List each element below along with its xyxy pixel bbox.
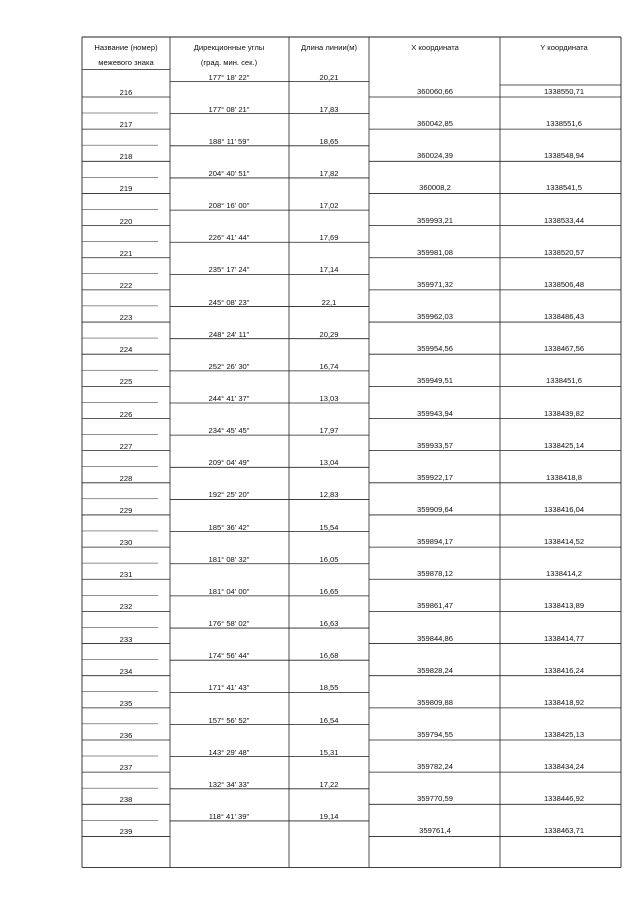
point-name-cell: 231	[119, 570, 133, 580]
point-name-cell: 220	[119, 216, 133, 226]
direction-angle-cell: 181° 04' 00"	[208, 586, 250, 596]
point-name-cell: 221	[119, 248, 133, 258]
y-coordinate-cell: 1338506,48	[543, 279, 585, 289]
line-length-cell: 20,29	[319, 329, 339, 339]
line-length-cell: 16,05	[319, 554, 339, 564]
direction-angle-cell: 118° 41' 39"	[208, 811, 250, 821]
line-length-cell: 16,54	[319, 715, 339, 725]
direction-angle-cell: 248° 24' 11"	[208, 329, 250, 339]
x-coordinate-cell: 360060,66	[417, 87, 453, 96]
point-name-cell: 226	[119, 409, 133, 419]
point-name-cell: 233	[119, 634, 133, 644]
line-length-cell: 18,65	[319, 136, 339, 146]
line-length-cell: 17,83	[319, 104, 339, 114]
x-coordinate-cell: 360042,85	[417, 119, 453, 129]
y-coordinate-cell: 1338451,6	[546, 376, 582, 386]
direction-angle-cell: 209° 04' 49"	[208, 458, 250, 468]
point-name-cell: 227	[119, 441, 133, 451]
line-length-cell: 13,03	[319, 394, 339, 403]
x-coordinate-cell: 359922,17	[417, 472, 453, 482]
line-length-cell: 18,55	[319, 683, 339, 693]
y-coordinate-cell: 1338414,52	[543, 537, 585, 547]
y-coordinate-cell: 1338446,92	[543, 794, 585, 804]
line-length-cell: 17,02	[319, 201, 339, 211]
y-coordinate-cell: 1338463,71	[543, 826, 585, 836]
direction-angle-cell: 188° 11' 59"	[208, 136, 250, 146]
y-coordinate-cell: 1338425,13	[543, 730, 585, 739]
y-coordinate-cell: 1338548,94	[543, 151, 585, 161]
y-coordinate-cell: 1338425,14	[543, 440, 585, 450]
x-coordinate-cell: 359761,4	[419, 826, 451, 836]
line-length-cell: 20,21	[319, 73, 339, 82]
direction-angle-cell: 157° 56' 52"	[208, 715, 250, 725]
x-coordinate-cell: 359993,21	[417, 215, 453, 225]
y-coordinate-cell: 1338467,56	[543, 344, 585, 354]
line-length-cell: 12,83	[319, 490, 339, 500]
direction-angle-cell: 208° 16' 00"	[208, 201, 250, 211]
point-name-cell: 224	[119, 345, 133, 355]
direction-angle-cell: 234° 45' 45"	[208, 426, 250, 436]
x-coordinate-cell: 359971,32	[417, 279, 453, 289]
direction-angle-cell: 181° 08' 32"	[208, 554, 250, 564]
y-coordinate-cell: 1338418,92	[543, 697, 585, 707]
line-length-cell: 19,14	[319, 811, 339, 821]
line-length-cell: 16,63	[319, 619, 339, 629]
direction-angle-cell: 177° 08' 21"	[208, 104, 250, 114]
x-coordinate-cell: 359794,55	[417, 730, 453, 739]
direction-angle-cell: 177° 18' 22"	[208, 73, 250, 82]
line-length-cell: 22,1	[321, 297, 337, 307]
direction-angle-cell: 174° 56' 44"	[208, 651, 250, 661]
line-length-cell: 15,31	[319, 747, 339, 757]
point-name-cell: 217	[119, 120, 133, 130]
point-name-cell: 216	[119, 88, 133, 97]
x-coordinate-cell: 359943,94	[417, 408, 453, 418]
y-coordinate-cell: 1338416,04	[543, 504, 585, 514]
line-length-cell: 17,22	[319, 779, 339, 789]
direction-angle-cell: 192° 25' 20"	[208, 490, 250, 500]
point-name-cell: 219	[119, 184, 133, 194]
header-name-line2: межевого знака	[98, 58, 154, 67]
y-coordinate-cell: 1338418,8	[546, 472, 582, 482]
point-name-cell: 238	[119, 795, 133, 805]
direction-angle-cell: 252° 26' 30"	[208, 361, 250, 371]
header-y: Y координата	[540, 43, 588, 52]
direction-angle-cell: 226° 41' 44"	[208, 233, 250, 243]
point-name-cell: 236	[119, 731, 133, 740]
direction-angle-cell: 176° 58' 02"	[208, 619, 250, 629]
y-coordinate-cell: 1338550,71	[543, 87, 585, 96]
direction-angle-cell: 235° 17' 24"	[208, 265, 250, 275]
line-length-cell: 17,69	[319, 233, 339, 243]
direction-angle-cell: 143° 29' 48"	[208, 747, 250, 757]
y-coordinate-cell: 1338414,77	[543, 633, 585, 643]
y-coordinate-cell: 1338413,89	[543, 601, 585, 611]
point-name-cell: 239	[119, 827, 133, 837]
line-length-cell: 16,74	[319, 361, 339, 371]
point-name-cell: 225	[119, 377, 133, 387]
x-coordinate-cell: 359782,24	[417, 762, 453, 772]
header-length: Длина линии(м)	[301, 43, 357, 52]
x-coordinate-cell: 359770,59	[417, 794, 453, 804]
line-length-cell: 17,82	[319, 168, 339, 178]
point-name-cell: 218	[119, 152, 133, 162]
x-coordinate-cell: 359878,12	[417, 569, 453, 579]
y-coordinate-cell: 1338486,43	[543, 312, 585, 322]
y-coordinate-cell: 1338551,6	[546, 119, 582, 129]
x-coordinate-cell: 359861,47	[417, 601, 453, 611]
header-name-line1: Название (номер)	[94, 43, 158, 52]
x-coordinate-cell: 359844,86	[417, 633, 453, 643]
x-coordinate-cell: 359894,17	[417, 537, 453, 547]
point-name-cell: 223	[119, 313, 133, 323]
x-coordinate-cell: 359828,24	[417, 665, 453, 675]
y-coordinate-cell: 1338541,5	[546, 183, 582, 193]
point-name-cell: 222	[119, 280, 133, 290]
y-coordinate-cell: 1338439,82	[543, 408, 585, 418]
x-coordinate-cell: 359809,88	[417, 697, 453, 707]
direction-angle-cell: 245° 08' 23"	[208, 297, 250, 307]
x-coordinate-cell: 359962,03	[417, 312, 453, 322]
direction-angle-cell: 171° 41' 43"	[208, 683, 250, 693]
x-coordinate-cell: 359954,56	[417, 344, 453, 354]
line-length-cell: 15,54	[319, 522, 339, 532]
line-length-cell: 16,65	[319, 586, 339, 596]
point-name-cell: 235	[119, 698, 133, 708]
x-coordinate-cell: 359949,51	[417, 376, 453, 386]
y-coordinate-cell: 1338533,44	[543, 215, 585, 225]
header-angle-line1: Дирекционные углы	[193, 43, 265, 52]
point-name-cell: 234	[119, 666, 133, 676]
line-length-cell: 17,14	[319, 265, 339, 275]
direction-angle-cell: 204° 40' 51"	[208, 168, 250, 178]
header-x: X координата	[411, 43, 459, 52]
line-length-cell: 17,97	[319, 426, 339, 436]
header-angle-line2: (град. мин. сек.)	[200, 58, 258, 67]
y-coordinate-cell: 1338520,57	[543, 247, 585, 257]
x-coordinate-cell: 359981,08	[417, 247, 453, 257]
point-name-cell: 230	[119, 538, 133, 548]
x-coordinate-cell: 359909,64	[417, 504, 453, 514]
direction-angle-cell: 132° 34' 33"	[208, 779, 250, 789]
point-name-cell: 232	[119, 602, 133, 612]
line-length-cell: 13,04	[319, 458, 339, 468]
point-name-cell: 229	[119, 505, 133, 515]
y-coordinate-cell: 1338434,24	[543, 762, 585, 772]
direction-angle-cell: 244° 41' 37"	[208, 394, 250, 403]
direction-angle-cell: 185° 36' 42"	[208, 522, 250, 532]
x-coordinate-cell: 360008,2	[419, 183, 451, 193]
point-name-cell: 237	[119, 763, 133, 773]
y-coordinate-cell: 1338414,2	[546, 569, 582, 579]
point-name-cell: 228	[119, 473, 133, 483]
x-coordinate-cell: 359933,57	[417, 440, 453, 450]
x-coordinate-cell: 360024,39	[417, 151, 453, 161]
line-length-cell: 16,68	[319, 651, 339, 661]
y-coordinate-cell: 1338416,24	[543, 665, 585, 675]
